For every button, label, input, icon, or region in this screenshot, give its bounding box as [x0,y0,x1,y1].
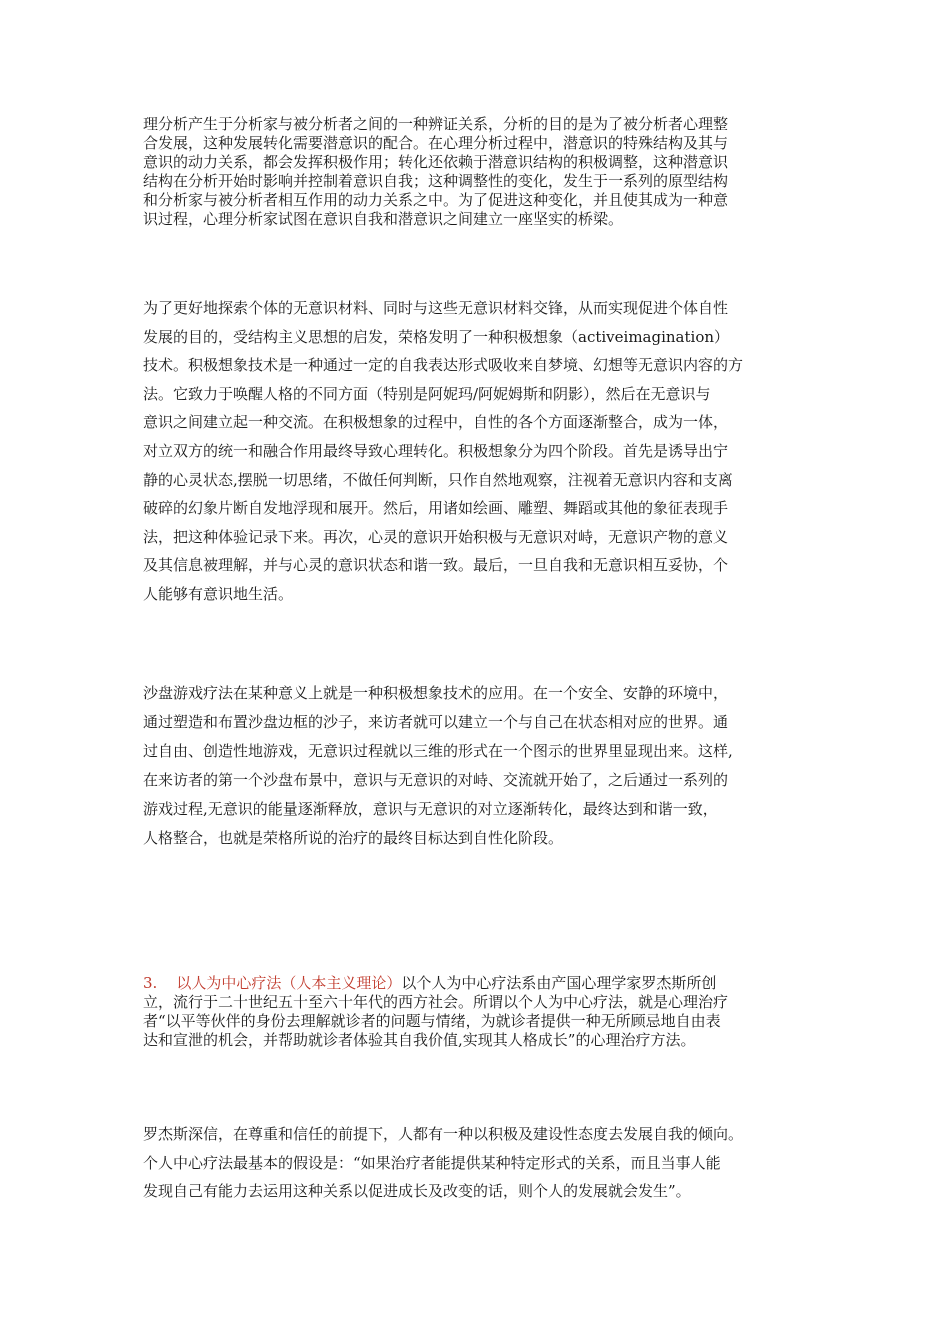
text-line: 合发展，这种发展转化需要潜意识的配合。在心理分析过程中，潜意识的特殊结构及其与 [143,134,729,152]
paragraph-analytic-psychology [143,115,808,229]
text-line: 发展的目的，受结构主义思想的启发，荣格发明了一种积极想象（activeimagination） [143,327,730,346]
text-run: 以个人为中心疗法系由产国心理学家罗杰斯所创 [401,974,717,992]
text-line: 人能够有意识地生活。 [143,584,294,603]
text-line: 及其信息被理解，并与心灵的意识状态和谐一致。最后，一旦自我和无意识相互妥协，个 [143,556,729,575]
text-line: 意识之间建立起一种交流。在积极想象的过程中，自性的各个方面逐渐整合，成为一体， [143,413,729,432]
text-line: 和分析家与被分析者相互作用的动力关系之中。为了促进这种变化，并且使其成为一种意 [143,191,729,209]
text-line: 为了更好地探索个体的无意识材料、同时与这些无意识材料交锋，从而实现促进个体自性 [143,299,729,317]
text-line: 法。它致力于唤醒人格的不同方面（特别是阿妮玛/阿妮姆斯和阴影），然后在无意识与 [143,384,711,403]
text-line: 识过程，心理分析家试图在意识自我和潜意识之间建立一座坚实的桥梁。 [143,210,624,228]
text-line: 立，流行于二十世纪五十至六十年代的西方社会。所谓以个人为中心疗法，就是心理治疗 [143,993,729,1011]
text-line: 结构在分析开始时影响并控制着意识自我；这种调整性的变化，发生于一系列的原型结构 [143,172,729,190]
text-line: 个人中心疗法最基本的假设是：“如果治疗者能提供某种特定形式的关系，而且当事人能 [143,1153,721,1172]
text-line: 发现自己有能力去运用这种关系以促进成长及改变的话，则个人的发展就会发生”。 [143,1182,691,1201]
section-number: 3. [143,974,158,992]
text-line: 通过塑造和布置沙盘边框的沙子，来访者就可以建立一个与自己在状态相对应的世界。通 [143,713,729,731]
paragraph-rogers-belief [143,1120,808,1206]
section-title: 以人为中心疗法（人本主义理论） [176,974,402,992]
text-line: 人格整合，也就是荣格所说的治疗的最终目标达到自性化阶段。 [143,829,564,847]
text-line: 破碎的幻象片断自发地浮现和展开。然后，用诸如绘画、雕塑、舞蹈或其他的象征表现手 [143,499,729,518]
text-line: 技术。积极想象技术是一种通过一定的自我表达形式吸收来自梦境、幻想等无意识内容的方 [143,356,744,375]
text-line: 意识的动力关系，都会发挥积极作用；转化还依赖于潜意识结构的积极调整，这种潜意识 [143,153,729,171]
text-line: 沙盘游戏疗法在某种意义上就是一种积极想象技术的应用。在一个安全、安静的环境中， [143,684,729,702]
text-line: 游戏过程,无意识的能量逐渐释放，意识与无意识的对立逐渐转化，最终达到和谐一致， [143,800,718,818]
section-heading-line [143,974,808,993]
text-line: 静的心灵状态,摆脱一切思绪，不做任何判断，只作自然地观察，注视着无意识内容和支离 [143,470,733,489]
text-line: 对立双方的统一和融合作用最终导致心理转化。积极想象分为四个阶段。首先是诱导出宁 [143,441,729,460]
text-line: 法，把这种体验记录下来。再次，心灵的意识开始积极与无意识对峙，无意识产物的意义 [143,527,729,546]
text-line: 理分析产生于分析家与被分析者之间的一种辨证关系，分析的目的是为了被分析者心理整 [143,115,729,133]
paragraph-sandplay-therapy [143,679,808,853]
paragraph-person-centered-therapy [143,974,808,1050]
text-line: 在来访者的第一个沙盘布景中，意识与无意识的对峙、交流就开始了，之后通过一系列的 [143,771,729,789]
text-line: 过自由、创造性地游戏，无意识过程就以三维的形式在一个图示的世界里显现出来。这样, [143,742,733,760]
paragraph-active-imagination [143,294,808,609]
text-line: 罗杰斯深信，在尊重和信任的前提下，人都有一种以积极及建设性态度去发展自我的倾向。 [143,1125,744,1143]
text-line: 达和宣泄的机会，并帮助就诊者体验其自我价值,实现其人格成长”的心理治疗方法。 [143,1031,696,1049]
text-line: 者“以平等伙伴的身份去理解就诊者的问题与情绪，为就诊者提供一种无所顾忌地自由表 [143,1012,721,1030]
